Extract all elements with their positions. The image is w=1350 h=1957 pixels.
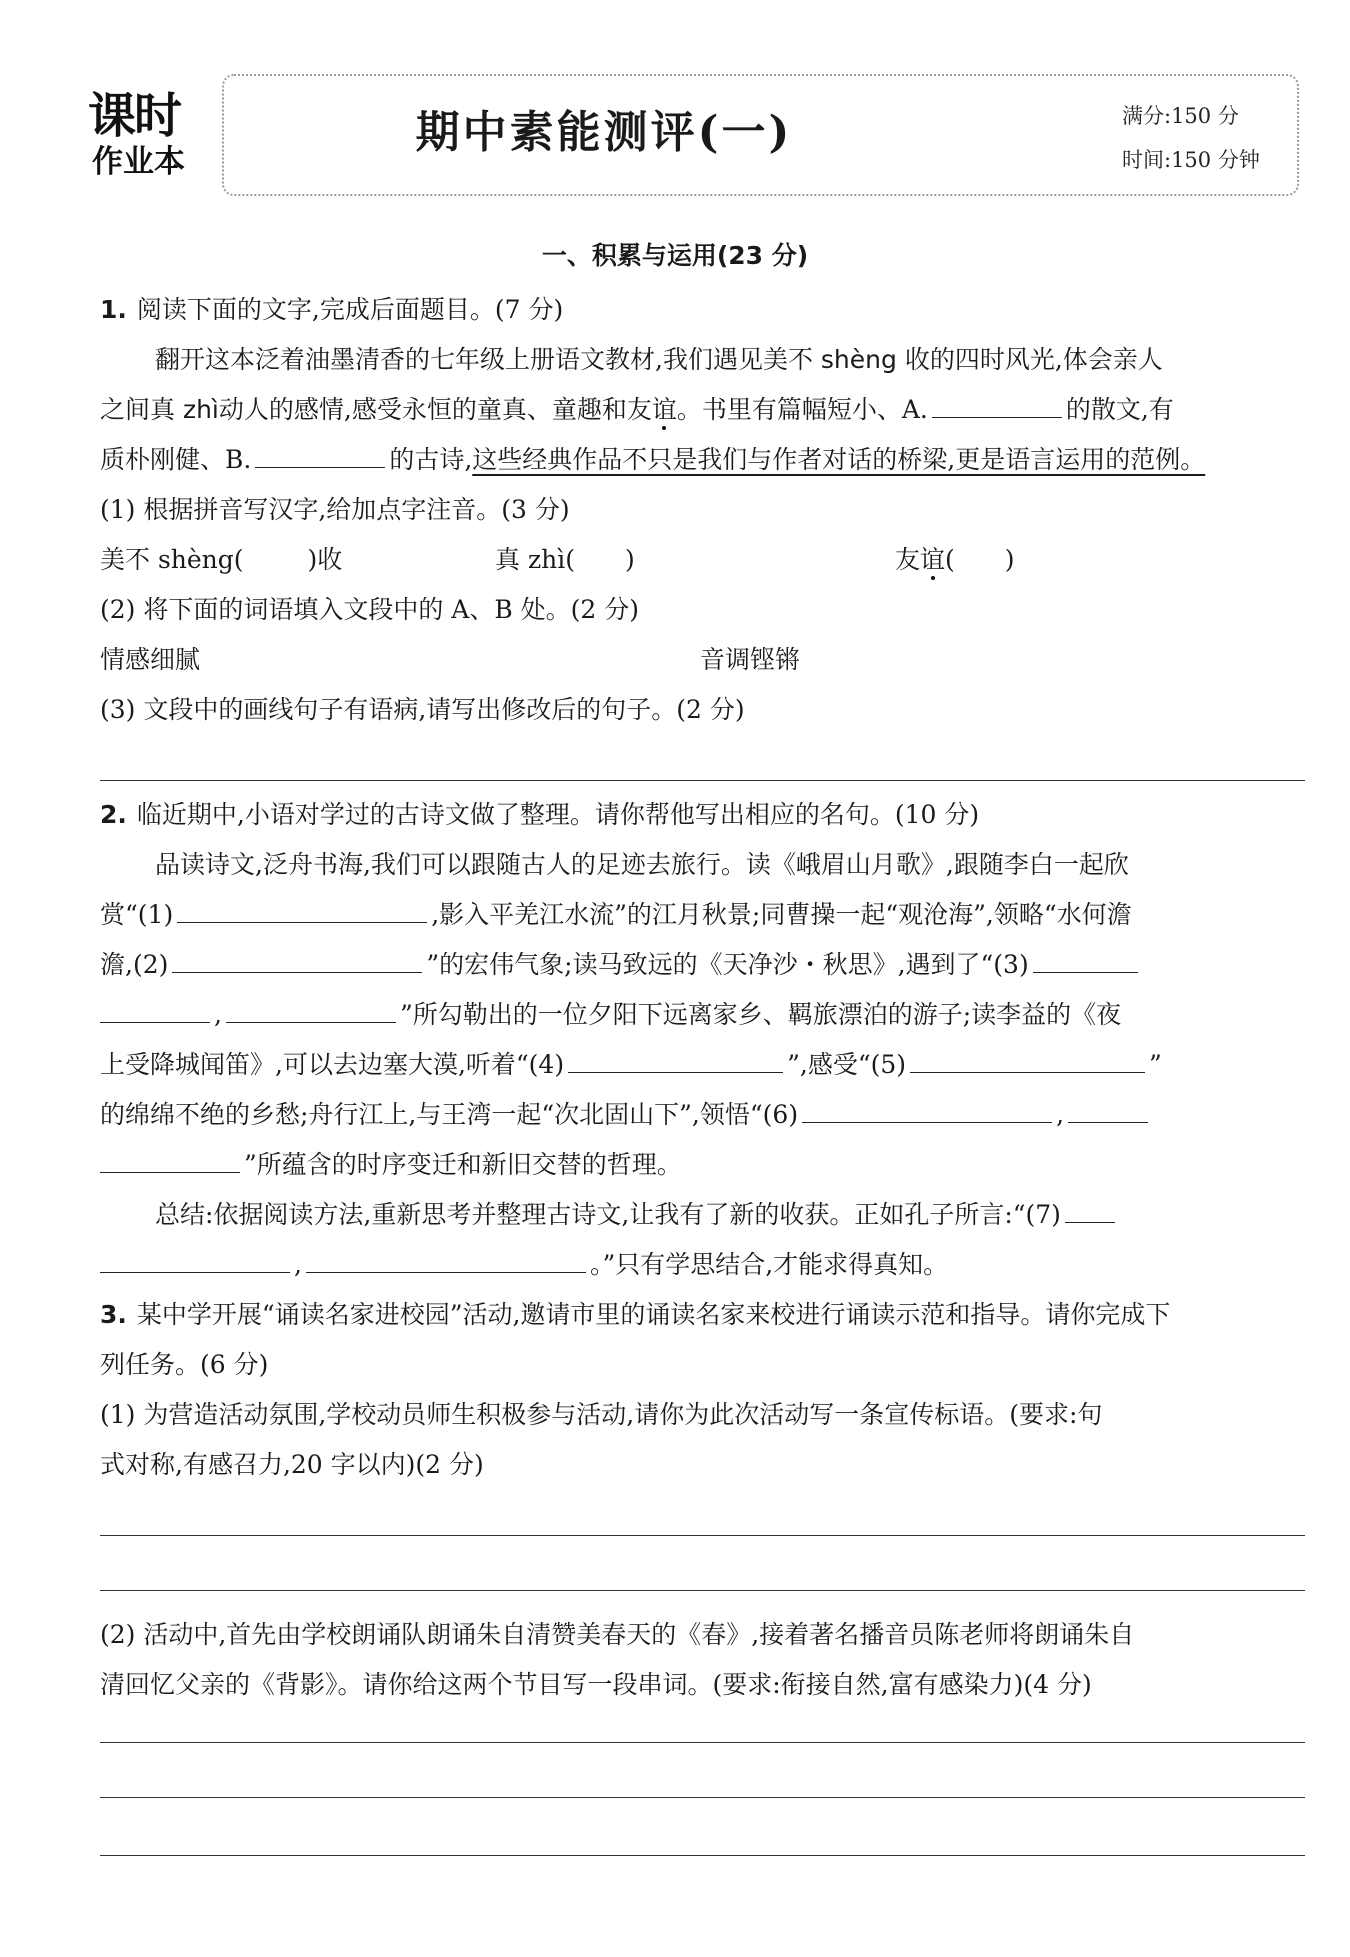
blank-6b[interactable] — [1068, 1096, 1148, 1123]
q2-line8 — [100, 1195, 1305, 1235]
q1-passage-line3 — [100, 440, 1305, 480]
blank-3c[interactable] — [226, 996, 396, 1023]
q2-text: ”所勾勒出的一位夕阳下远离家乡、羁旅漂泊的游子;读李益的《夜 — [399, 1000, 1122, 1029]
q1-sub1: (1) 根据拼音写汉字,给加点字注音。(3 分) — [100, 495, 570, 524]
pinyin-zhi: zhì — [182, 395, 219, 424]
q3-stem-line2: 列任务。(6 分) — [100, 1350, 269, 1379]
blank-7b[interactable] — [100, 1246, 290, 1273]
q2-line7 — [100, 1145, 1305, 1185]
blank-a[interactable] — [932, 391, 1062, 418]
answer-line[interactable] — [100, 780, 1305, 781]
q2-line6 — [100, 1095, 1305, 1135]
q2-line4 — [100, 995, 1305, 1035]
blank-1[interactable] — [177, 896, 427, 923]
item-yi — [895, 540, 1015, 580]
underlined-sentence: 这些经典作品不只是我们与作者对话的桥梁,更是语言运用的范例。 — [472, 445, 1206, 474]
q2-text: , — [294, 1250, 302, 1279]
q1-stem-line — [100, 290, 1305, 330]
item-text: ( — [945, 545, 955, 574]
passage-text: 。书里有篇幅短小、A. — [676, 395, 928, 424]
q2-text: 总结:依据阅读方法,重新思考并整理古诗文,让我有了新的收获。正如孔子所言:“(7) — [155, 1200, 1061, 1229]
passage-text: 的散文,有 — [1065, 395, 1174, 424]
logo-line2: 作业本 — [92, 144, 185, 180]
answer-line[interactable] — [100, 1590, 1305, 1591]
q1-sub3: (3) 文段中的画线句子有语病,请写出修改后的句子。(2 分) — [100, 695, 745, 724]
q3-sub2-line1: (2) 活动中,首先由学校朗诵队朗诵朱自清赞美春天的《春》,接着著名播音员陈老师将朗诵朱自 — [100, 1620, 1135, 1649]
q2-text: 的绵绵不绝的乡愁;舟行江上,与王湾一起“次北固山下”,领悟“(6) — [100, 1100, 799, 1129]
dotted-char: 谊 — [920, 545, 946, 574]
item-zhi — [495, 540, 635, 580]
q2-text: ”所蕴含的时序变迁和新旧交替的哲理。 — [244, 1150, 682, 1179]
answer-line[interactable] — [100, 1742, 1305, 1743]
q2-line3 — [100, 945, 1305, 985]
q1-sub2: (2) 将下面的词语填入文段中的 A、B 处。(2 分) — [100, 595, 640, 624]
dotted-char: 谊 — [651, 395, 677, 424]
pinyin-sheng: shèng — [820, 345, 897, 374]
q1-passage-line2 — [100, 390, 1305, 430]
q2-stem: 临近期中,小语对学过的古诗文做了整理。请你帮他写出相应的名句。(10 分) — [136, 800, 980, 829]
q2-line5 — [100, 1045, 1305, 1085]
answer-line[interactable] — [100, 1855, 1305, 1856]
answer-line[interactable] — [100, 1797, 1305, 1798]
passage-text: 质朴刚健、B. — [100, 445, 252, 474]
full-score: 满分:150 分 — [1122, 104, 1239, 128]
item-text: 友 — [895, 545, 921, 574]
blank-2[interactable] — [172, 946, 422, 973]
item-text: ) — [624, 545, 635, 574]
blank-5[interactable] — [910, 1046, 1145, 1073]
section-heading: 一、积累与运用(23 分) — [541, 241, 809, 270]
q3-sub1-line2: 式对称,有感召力,20 字以内)(2 分) — [100, 1450, 484, 1479]
q3-stem: 某中学开展“诵读名家进校园”活动,邀请市里的诵读名家来校进行诵读示范和指导。请你完成下 — [136, 1300, 1171, 1329]
answer-line[interactable] — [100, 1535, 1305, 1536]
q2-text: 赏“(1) — [100, 900, 174, 929]
q2-text: 上受降城闻笛》,可以去边塞大漠,听着“(4) — [100, 1050, 565, 1079]
q3-sub2-line2: 清回忆父亲的《背影》。请你给这两个节目写一段串词。(要求:衔接自然,富有感染力)(4 分) — [100, 1670, 1092, 1699]
logo-line1: 课时 — [88, 88, 181, 144]
blank-7a[interactable] — [1065, 1196, 1115, 1223]
blank-7c[interactable] — [306, 1246, 586, 1273]
time-limit: 时间:150 分钟 — [1122, 148, 1260, 172]
q1-passage-line1 — [100, 340, 1305, 380]
passage-text: 动人的感情,感受永恒的童真、童趣和友 — [218, 395, 652, 424]
q1-number: 1. — [100, 295, 127, 324]
passage-text: 收的四时风光,体会亲人 — [904, 345, 1163, 374]
q2-text: ,影入平羌江水流”的江月秋景;同曹操一起“观沧海”,领略“水何澹 — [431, 900, 1132, 929]
q2-text: , — [1056, 1100, 1065, 1129]
blank-3a[interactable] — [1033, 946, 1138, 973]
item-text: ) — [1004, 545, 1015, 574]
item-text: 美不 shèng( — [100, 545, 244, 574]
blank-6c[interactable] — [100, 1146, 240, 1173]
q2-stem-line — [100, 795, 1305, 835]
passage-text: 之间真 — [100, 395, 176, 424]
q2-line9 — [100, 1245, 1305, 1285]
blank-3b[interactable] — [100, 996, 210, 1023]
passage-text: 翻开这本泛着油墨清香的七年级上册语文教材,我们遇见美不 — [155, 345, 813, 374]
q2-text: 澹,(2) — [100, 950, 169, 979]
q2-text: 。”只有学思结合,才能求得真知。 — [589, 1250, 949, 1279]
item-text: )收 — [307, 545, 343, 574]
q2-text: ”的宏伟气象;读马致远的《天净沙・秋思》,遇到了“(3) — [426, 950, 1029, 979]
title-box — [222, 74, 1299, 196]
q2-text: ”,感受“(5) — [787, 1050, 907, 1079]
q3-sub1-line1: (1) 为营造活动氛围,学校动员师生积极参与活动,请你为此次活动写一条宣传标语。(要求:句 — [100, 1400, 1103, 1429]
item-sheng — [100, 540, 342, 580]
passage-text: 的古诗, — [389, 445, 473, 474]
q3-number: 3. — [100, 1300, 127, 1329]
exam-info — [1122, 94, 1260, 182]
word-option-2: 音调铿锵 — [700, 645, 801, 674]
q3-stem-line1 — [100, 1295, 1305, 1335]
q2-number: 2. — [100, 800, 127, 829]
item-text: 真 zhì( — [495, 545, 575, 574]
q2-text: , — [214, 1000, 222, 1029]
q2-line2 — [100, 895, 1305, 935]
q1-stem: 阅读下面的文字,完成后面题目。(7 分) — [136, 295, 564, 324]
brand-logo — [88, 90, 208, 190]
blank-b[interactable] — [255, 441, 385, 468]
page-title: 期中素能测评(一) — [415, 107, 793, 158]
q2-line1: 品读诗文,泛舟书海,我们可以跟随古人的足迹去旅行。读《峨眉山月歌》,跟随李白一起欣 — [155, 850, 1129, 879]
blank-4[interactable] — [568, 1046, 783, 1073]
blank-6a[interactable] — [802, 1096, 1052, 1123]
q2-text: ” — [1149, 1050, 1162, 1079]
word-option-1: 情感细腻 — [100, 645, 201, 674]
